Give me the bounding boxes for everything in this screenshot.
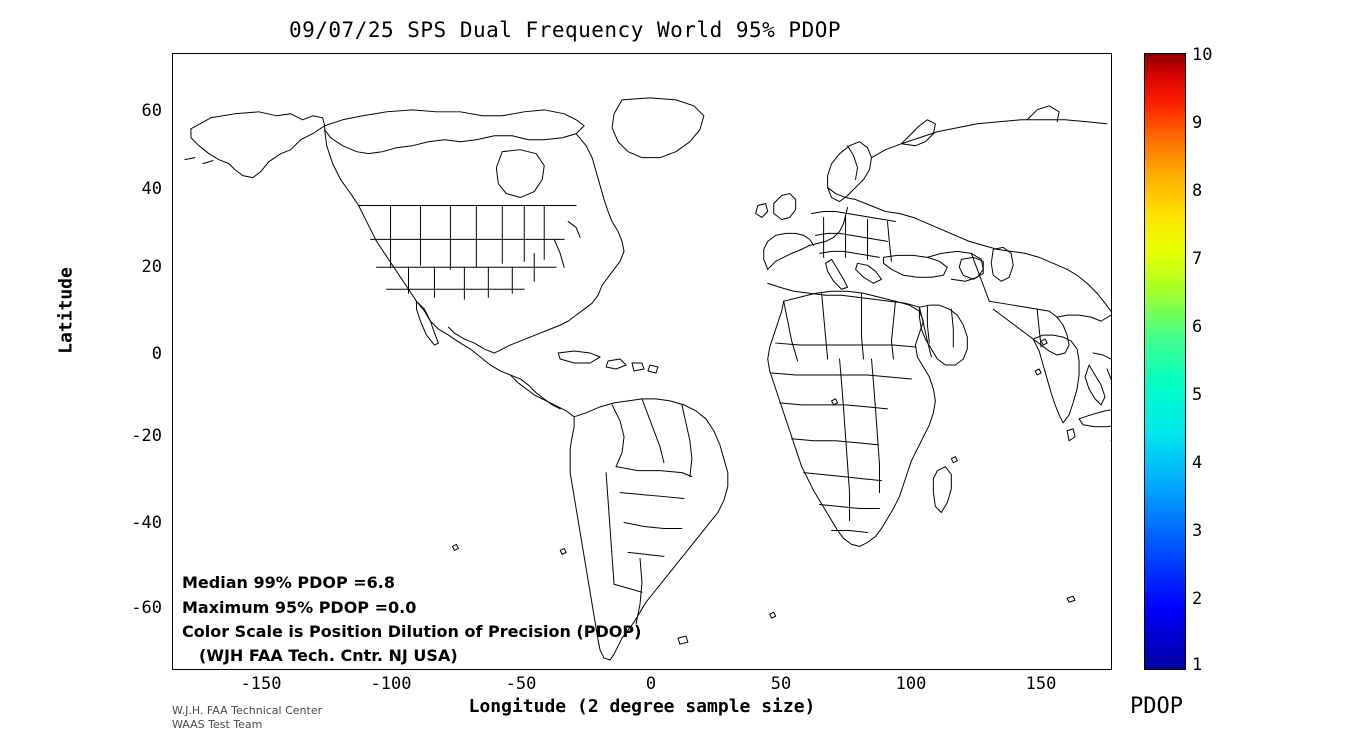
annotation-colorscale: Color Scale is Position Dilution of Precision (PDOP) [182,622,642,641]
colorbar-tick-2: 2 [1192,589,1203,609]
page-title: 09/07/25 SPS Dual Frequency World 95% PDOP [288,18,841,42]
footer-line-1: W.J.H. FAA Technical Center [172,704,323,717]
colorbar [1144,45,1213,675]
y-tick--60: -60 [131,598,162,618]
colorbar-tick-9: 9 [1192,113,1203,133]
y-tick--20: -20 [131,426,162,446]
x-tick-150: 150 [1025,674,1057,694]
annotation-median: Median 99% PDOP =6.8 [182,573,395,592]
x-tick-50: 50 [770,674,792,694]
x-tick-0: 0 [645,674,657,694]
annotation-maximum: Maximum 95% PDOP =0.0 [182,598,417,617]
y-tick--40: -40 [131,513,162,533]
annotation-source: (WJH FAA Tech. Cntr. NJ USA) [199,646,458,665]
colorbar-tick-7: 7 [1192,249,1203,269]
x-axis-label: Longitude (2 degree sample size) [468,696,816,717]
colorbar-tick-10: 10 [1192,45,1213,65]
colorbar-tick-1: 1 [1192,655,1203,675]
y-tick-40: 40 [141,179,162,199]
colorbar-title: PDOP [1130,694,1183,719]
colorbar-tick-8: 8 [1192,181,1203,201]
x-tick--50: -50 [505,674,537,694]
colorbar-gradient [1144,53,1186,670]
colorbar-tick-6: 6 [1192,317,1203,337]
colorbar-tick-5: 5 [1192,385,1203,405]
footer-line-2: WAAS Test Team [172,718,263,731]
y-tick-20: 20 [141,257,162,277]
colorbar-tick-4: 4 [1192,453,1203,473]
colorbar-tick-3: 3 [1192,521,1203,541]
x-tick-100: 100 [895,674,927,694]
x-tick--100: -100 [370,674,412,694]
y-axis-label: Latitude [55,267,77,354]
y-tick-60: 60 [141,101,162,121]
y-tick-0: 0 [151,344,162,364]
footer-credit [172,704,322,732]
x-tick--150: -150 [240,674,282,694]
